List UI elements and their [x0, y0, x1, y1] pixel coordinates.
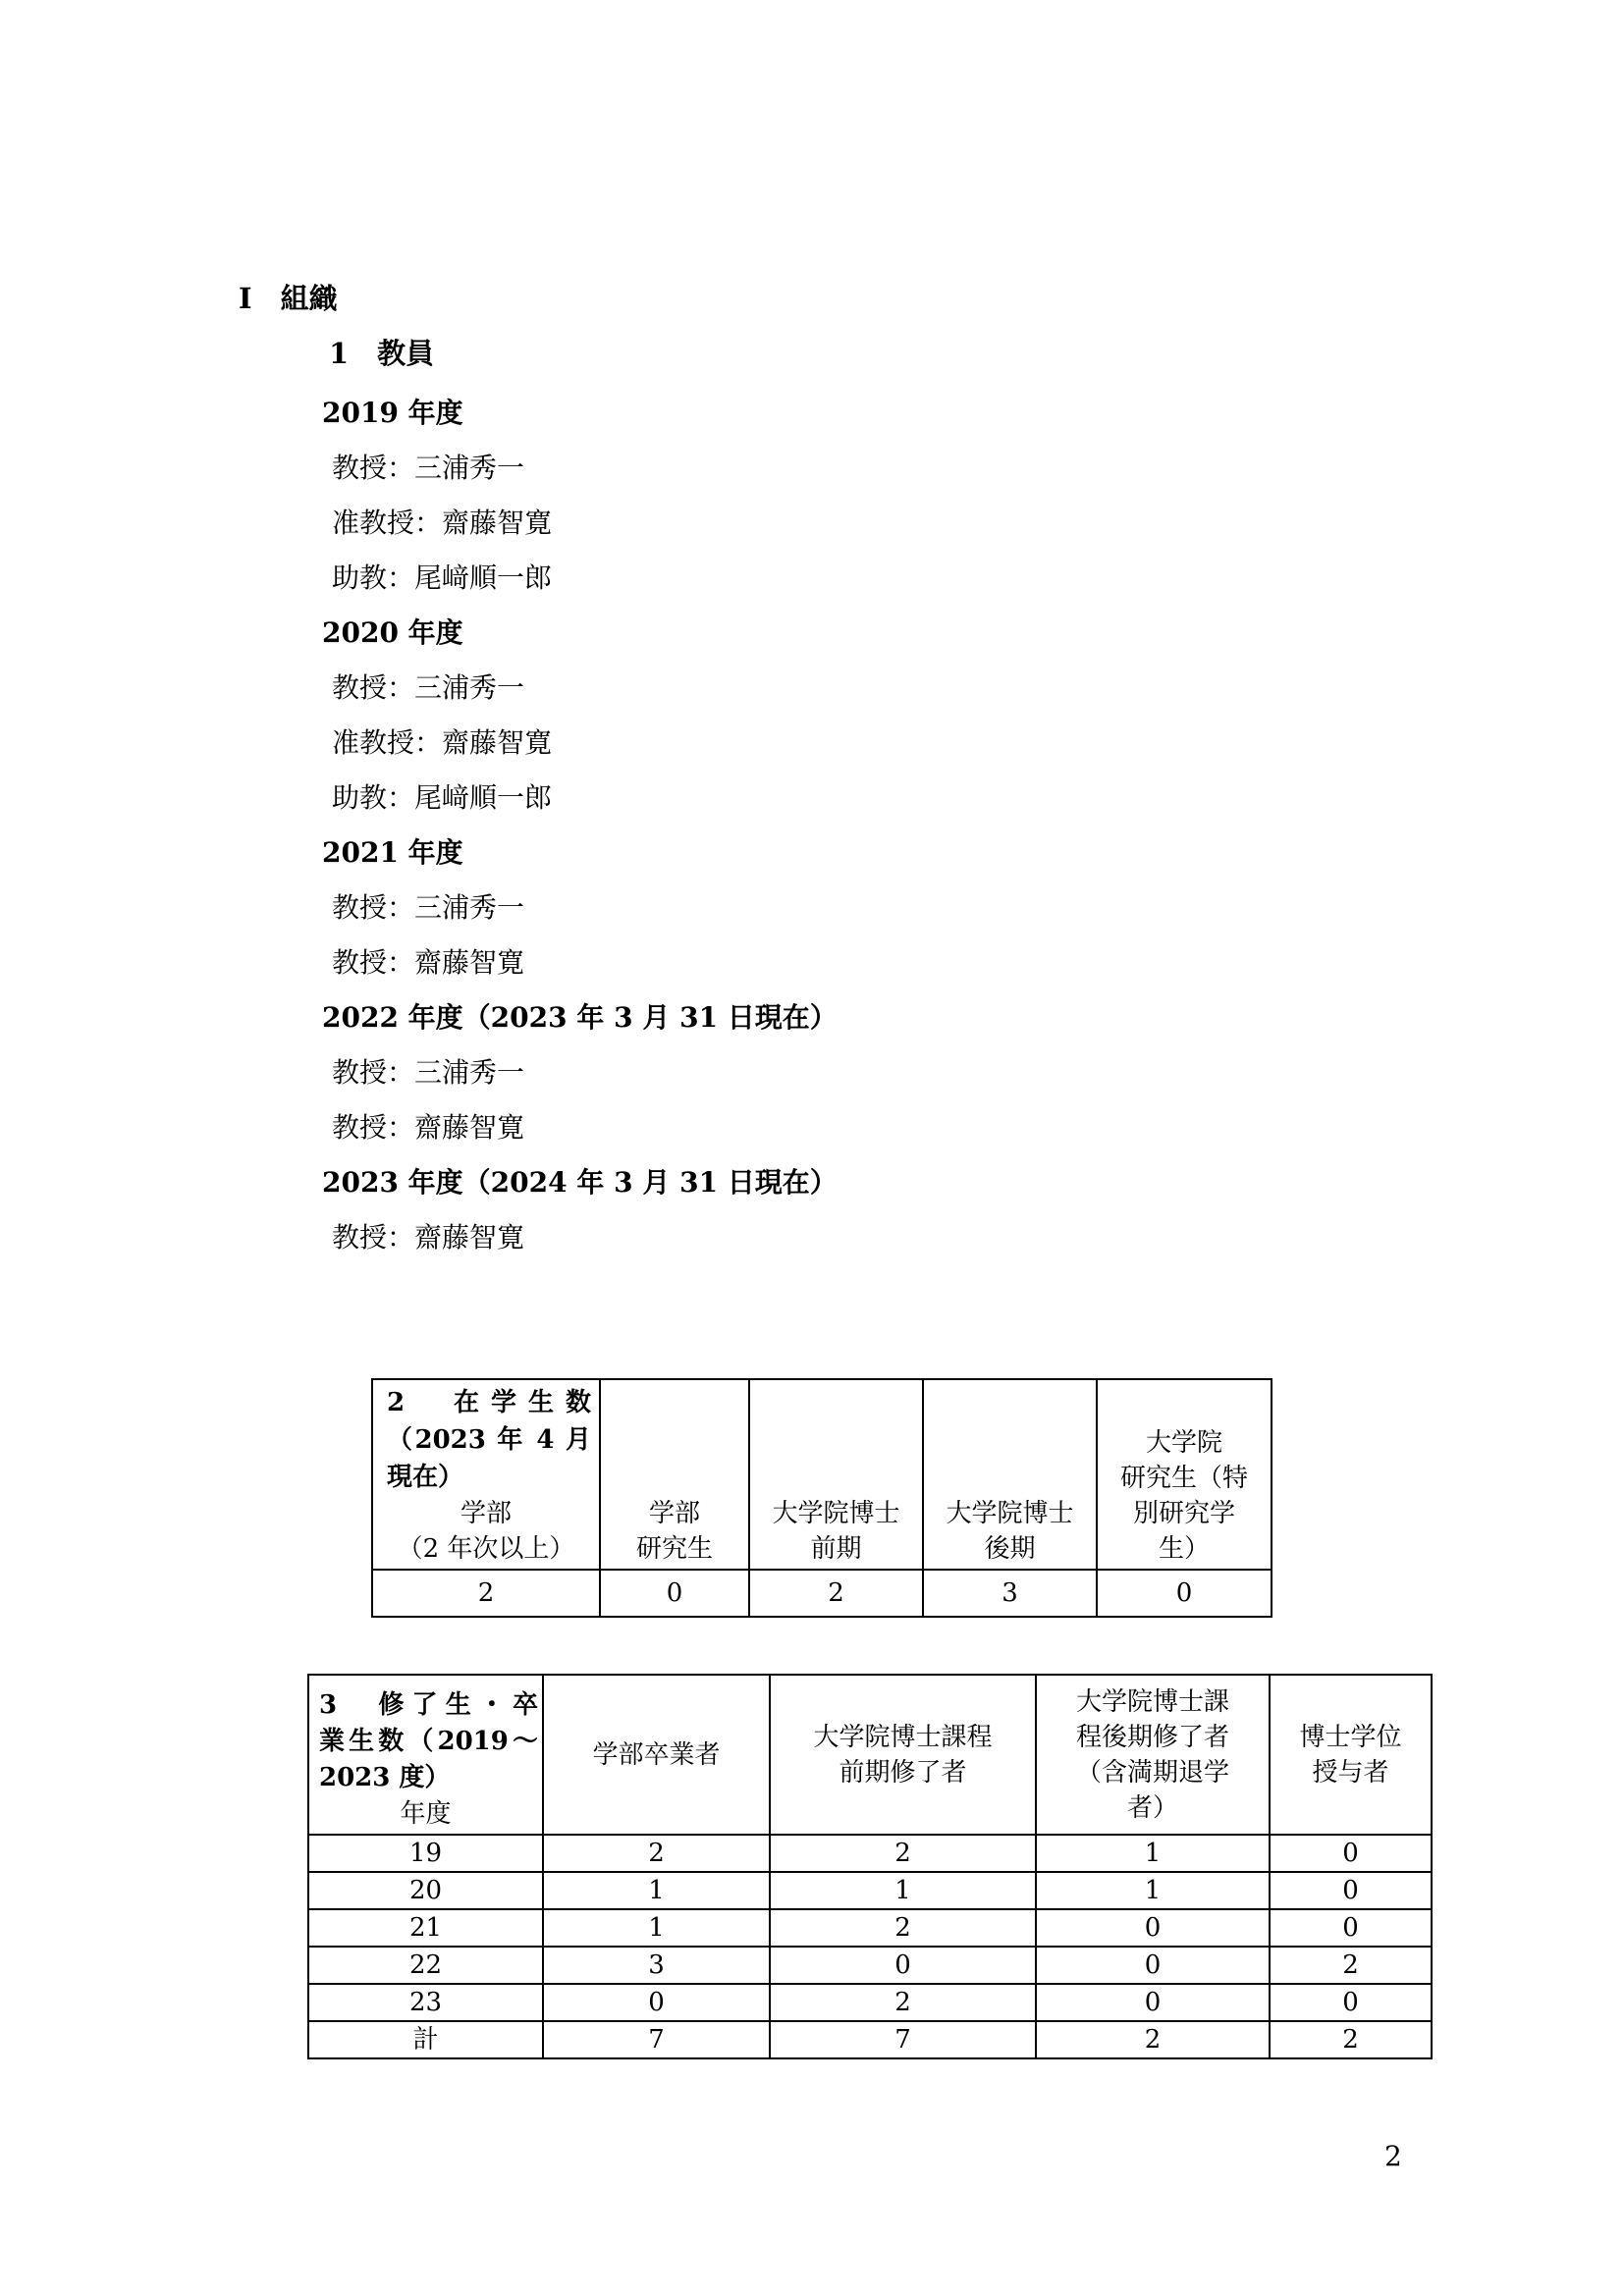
- table-row: [308, 1872, 1432, 1909]
- caption-line: 業生数（2019～: [319, 1727, 538, 1756]
- header-line: 大学院博士課程: [813, 1722, 993, 1752]
- header-line: 後期: [984, 1534, 1036, 1564]
- header-line: 大学院博士: [772, 1499, 900, 1528]
- table-cell: 0: [1270, 1909, 1432, 1947]
- table-cell: 0: [1036, 1947, 1270, 1984]
- faculty-member: 助教：尾﨑順一郎: [332, 781, 553, 814]
- table-cell: 1: [1036, 1835, 1270, 1872]
- table-row: [308, 1984, 1432, 2021]
- header-line: 生）: [1158, 1534, 1210, 1564]
- table-cell: 2: [770, 1984, 1036, 2021]
- table-row-total: [308, 2021, 1432, 2058]
- table-cell: 0: [1270, 1835, 1432, 1872]
- enrollment-table: [371, 1378, 1272, 1618]
- graduates-header-undergrad: [543, 1675, 770, 1835]
- header-line: 学部: [648, 1499, 700, 1528]
- table-cell: 計: [308, 2021, 543, 2058]
- table-cell: 2: [543, 1835, 770, 1872]
- table-cell: 2: [770, 1909, 1036, 1947]
- header-line: （含満期退学: [1075, 1757, 1229, 1788]
- table-cell: 22: [308, 1947, 543, 1984]
- enrollment-value: 2: [372, 1570, 600, 1617]
- graduates-header-masters: [770, 1675, 1036, 1835]
- enrollment-caption: [373, 1384, 599, 1496]
- table-cell: 3: [543, 1947, 770, 1984]
- table-cell: 1: [770, 1872, 1036, 1909]
- enrollment-header-doctoral: [923, 1379, 1097, 1570]
- enrollment-header-masters: [749, 1379, 923, 1570]
- enrollment-value: 2: [749, 1570, 923, 1617]
- table-cell: 21: [308, 1909, 543, 1947]
- faculty-member: 教授：三浦秀一: [332, 671, 525, 704]
- header-line: 大学院博士課: [1075, 1686, 1229, 1717]
- header-line: 別研究学: [1132, 1499, 1235, 1528]
- enrollment-header-undergrad: [372, 1379, 600, 1570]
- graduates-table: [307, 1674, 1433, 2059]
- header-line: 年度: [400, 1799, 452, 1829]
- table-cell: 0: [770, 1947, 1036, 1984]
- enrollment-value: 0: [600, 1570, 749, 1617]
- table-cell: 7: [770, 2021, 1036, 2058]
- table-row: [308, 1909, 1432, 1947]
- section-title: I 組織: [239, 282, 338, 315]
- year-heading: 2021 年度: [322, 836, 463, 869]
- faculty-heading: 1 教員: [329, 337, 435, 370]
- caption-line: （2023 年 4 月: [387, 1425, 591, 1455]
- table-cell: 1: [543, 1872, 770, 1909]
- year-heading: 2023 年度（2024 年 3 月 31 日現在）: [322, 1166, 838, 1199]
- table-row: [308, 1947, 1432, 1984]
- table-cell: 0: [1036, 1909, 1270, 1947]
- graduates-caption: [309, 1687, 542, 1796]
- table-cell: 2: [1270, 1947, 1432, 1984]
- header-line: 大学院博士: [946, 1499, 1074, 1528]
- faculty-member: 教授：三浦秀一: [332, 891, 525, 924]
- table-cell: 2: [1270, 2021, 1432, 2058]
- year-heading: 2022 年度（2023 年 3 月 31 日現在）: [322, 1001, 838, 1034]
- enrollment-value: 0: [1097, 1570, 1272, 1617]
- table-cell: 20: [308, 1872, 543, 1909]
- caption-line: 3 修了生・卒: [319, 1690, 538, 1720]
- header-line: 者）: [1126, 1792, 1178, 1823]
- table-cell: 7: [543, 2021, 770, 2058]
- header-line: 大学院: [1145, 1428, 1222, 1458]
- faculty-member: 教授：三浦秀一: [332, 1056, 525, 1089]
- table-cell: 0: [1270, 1984, 1432, 2021]
- faculty-list: [322, 386, 1304, 1265]
- header-line: 研究生: [635, 1534, 713, 1564]
- caption-line: 2 在学生数: [387, 1388, 591, 1417]
- header-line: 前期: [810, 1534, 862, 1564]
- faculty-member: 教授：三浦秀一: [332, 452, 525, 484]
- table-row: [308, 1835, 1432, 1872]
- page-number: 2: [1384, 2140, 1402, 2172]
- faculty-member: 教授：齋藤智寛: [332, 1111, 525, 1144]
- year-heading: 2019 年度: [322, 397, 463, 429]
- table-cell: 0: [1270, 1872, 1432, 1909]
- table-cell: 2: [1036, 2021, 1270, 2058]
- graduates-header-year: [308, 1675, 543, 1835]
- faculty-member: 教授：齋藤智寛: [332, 946, 525, 979]
- graduates-header-degree: [1270, 1675, 1432, 1835]
- faculty-member: 准教授：齋藤智寛: [332, 507, 553, 539]
- caption-line: 2023 度）: [319, 1763, 451, 1792]
- header-line: 研究生（特: [1119, 1464, 1248, 1493]
- header-line: 前期修了者: [839, 1757, 967, 1788]
- table-cell: 23: [308, 1984, 543, 2021]
- faculty-member: 助教：尾﨑順一郎: [332, 561, 553, 594]
- faculty-member: 教授：齋藤智寛: [332, 1221, 525, 1254]
- header-line: （2 年次以上）: [397, 1534, 575, 1564]
- table-cell: 2: [770, 1835, 1036, 1872]
- header-line: 授与者: [1312, 1757, 1389, 1788]
- header-line: 学部卒業者: [592, 1739, 721, 1770]
- header-line: 学部: [460, 1499, 512, 1528]
- table-cell: 0: [1036, 1984, 1270, 2021]
- year-heading: 2020 年度: [322, 616, 463, 649]
- header-line: 博士学位: [1299, 1722, 1402, 1752]
- enrollment-header-research-student: [600, 1379, 749, 1570]
- table-cell: 19: [308, 1835, 543, 1872]
- table-cell: 1: [1036, 1872, 1270, 1909]
- header-line: 程後期修了者: [1075, 1722, 1229, 1752]
- enrollment-value: 3: [923, 1570, 1097, 1617]
- table-cell: 1: [543, 1909, 770, 1947]
- enrollment-header-grad-research: [1097, 1379, 1272, 1570]
- graduates-header-doctoral: [1036, 1675, 1270, 1835]
- caption-line: 現在）: [387, 1463, 464, 1492]
- faculty-member: 准教授：齋藤智寛: [332, 726, 553, 759]
- table-cell: 0: [543, 1984, 770, 2021]
